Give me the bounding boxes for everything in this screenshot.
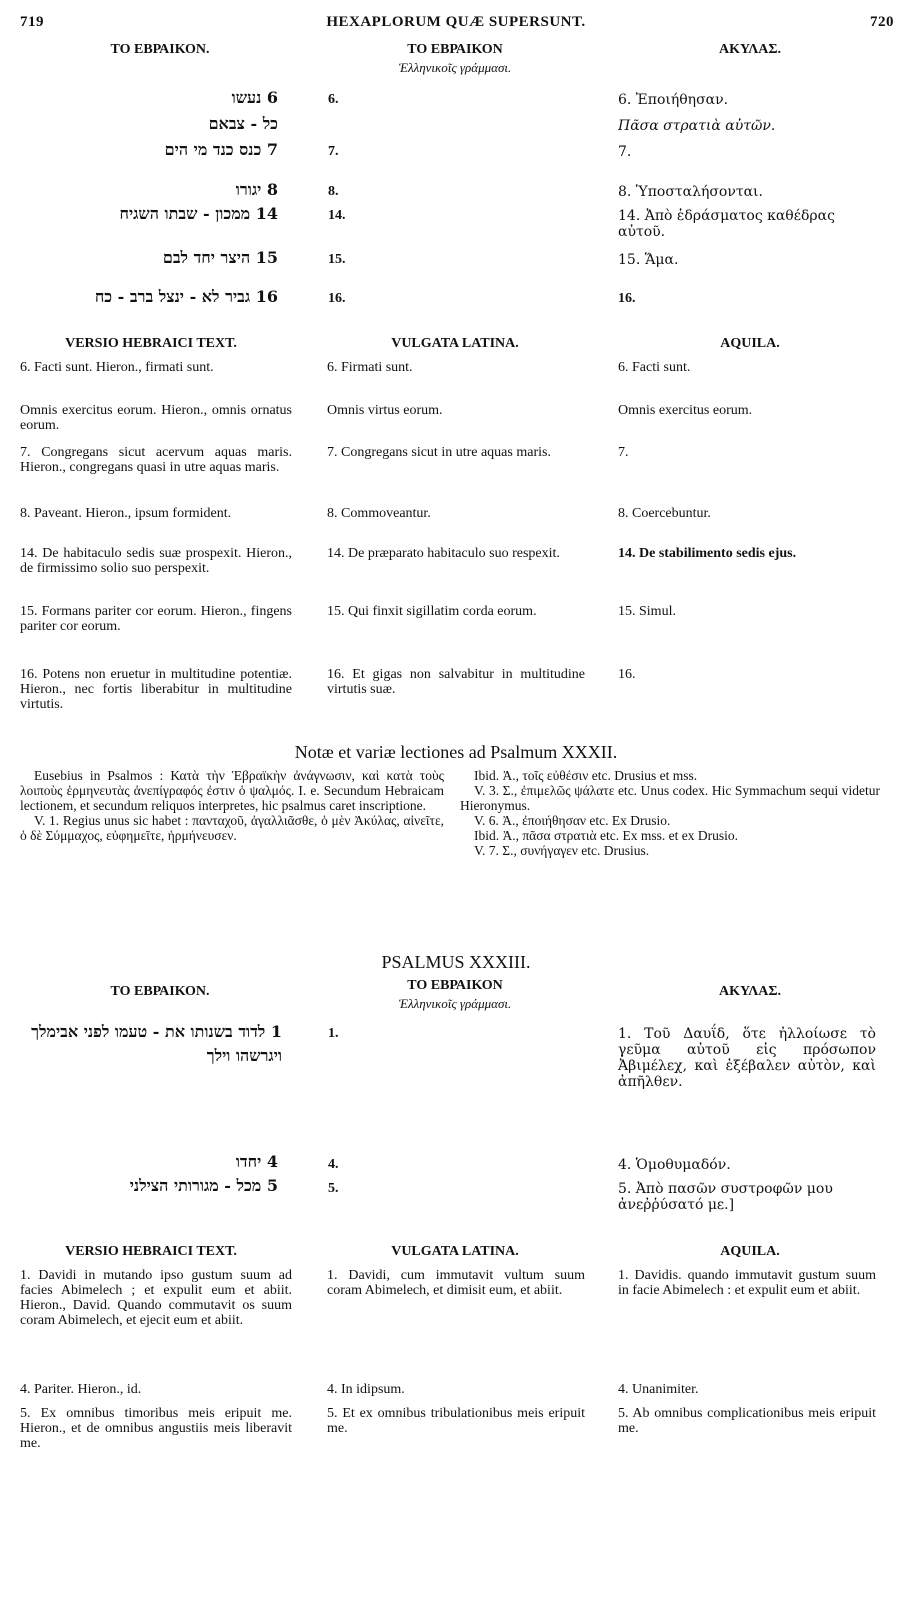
aquila-latin-entry: 7.	[618, 445, 629, 460]
note-paragraph: Ibid. Ἀ., πᾶσα στρατιὰ etc. Ex mss. et ex Drusio.	[474, 828, 738, 843]
aquila-latin-entry: 14. De stabilimento sedis ejus.	[618, 546, 797, 561]
hebrew-line: 5 מכל - מגורותי הצילני	[129, 1176, 278, 1195]
col-head-aquila: ΑΚΥΛΑΣ.	[718, 42, 782, 57]
vulgata-entry: 4. In idipsum.	[327, 1382, 405, 1397]
aquila-line: 4. Ὁμοθυμαδόν.	[618, 1157, 731, 1173]
hebrew-line: 4 יחדו	[235, 1152, 278, 1171]
translit-line: 5.	[328, 1181, 339, 1196]
col-head-versio: VERSIO HEBRAICI TEXT.	[65, 1244, 237, 1259]
versio-entry: 14. De habitaculo sedis suæ prospexit. Hieron., de firmissimo solio suo perspexit.	[20, 546, 292, 576]
aquila-line: 14. Ἀπὸ ἑδράσματος καθέδρας αὐτοῦ.	[618, 208, 835, 240]
col-head-translit-sub: Ἑλληνικοῖς γράμμασι.	[398, 60, 512, 75]
col-head-versio: VERSIO HEBRAICI TEXT.	[65, 336, 237, 351]
page-number-left: 719	[20, 14, 44, 30]
versio-entry: 8. Paveant. Hieron., ipsum formident.	[20, 506, 232, 521]
hebrew-line: כל - צבאם	[208, 114, 278, 133]
versio-entry: Omnis exercitus eorum. Hieron., omnis ornatus eorum.	[20, 403, 292, 433]
versio-entry: 6. Facti sunt. Hieron., firmati sunt.	[20, 360, 214, 375]
running-title: HEXAPLORUM QUÆ SUPERSUNT.	[326, 14, 586, 30]
col-head-hebrew: ΤΟ ΕΒΡΑΙΚΟΝ.	[110, 42, 210, 57]
aquila-latin-entry: 15. Simul.	[618, 604, 676, 619]
notes-right-column	[460, 768, 880, 858]
vulgata-entry: 5. Et ex omnibus tribulationibus meis eripuit me.	[327, 1406, 585, 1436]
versio-entry: 16. Potens non eruetur in multitudine potentiæ. Hieron., nec fortis liberabitur in multitudine virtutis.	[20, 667, 292, 712]
note-paragraph: V. 6. Ἀ., ἐποιήθησαν etc. Ex Drusio.	[474, 813, 671, 828]
versio-entry: 4. Pariter. Hieron., id.	[20, 1382, 142, 1397]
aquila-latin-entry: 1. Davidis. quando immutavit gustum suum in facie Abimelech : et expulit eum et abiit.	[618, 1268, 876, 1298]
translit-line: 1.	[328, 1026, 339, 1041]
versio-entry: 15. Formans pariter cor eorum. Hieron., fingens pariter cor eorum.	[20, 604, 292, 634]
aquila-latin-entry: 16.	[618, 667, 636, 682]
aquila-line: 5. Ἀπὸ πασῶν συστροφῶν μου ἀνεῤῥύσατό με.]	[618, 1181, 833, 1213]
col-head-aquila: ΑΚΥΛΑΣ.	[718, 984, 782, 999]
translit-line: 7.	[328, 144, 339, 159]
translit-line: 4.	[328, 1157, 339, 1172]
vulgata-entry: Omnis virtus eorum.	[327, 403, 443, 418]
hebrew-line: 14 ממכון - שבתו השגיח	[119, 204, 278, 223]
aquila-line: Πᾶσα στρατιὰ αὐτῶν.	[618, 118, 776, 134]
note-paragraph: Ibid. Ἀ., τοῖς εὐθέσιν etc. Drusius et mss.	[474, 768, 698, 783]
col-head-hebrew: ΤΟ ΕΒΡΑΙΚΟΝ.	[110, 984, 210, 999]
aquila-latin-entry: 4. Unanimiter.	[618, 1382, 699, 1397]
aquila-latin-entry: 8. Coercebuntur.	[618, 506, 711, 521]
col-head-vulgata: VULGATA LATINA.	[391, 336, 519, 351]
note-paragraph: V. 1. Regius unus sic habet : πανταχοῦ, ἀγαλλιᾶσθε, ὁ μὲν Ἀκύλας, αἰνεῖτε, ὁ δὲ Σύμμαχος, εὐφημεῖτε, ἡρμήνευσεν.	[20, 813, 444, 843]
psalm-title: PSALMUS XXXIII.	[381, 952, 531, 972]
translit-line: 6.	[328, 92, 339, 107]
aquila-latin-entry: 5. Ab omnibus complicationibus meis eripuit me.	[618, 1406, 876, 1436]
col-head-aquila-latin: AQUILA.	[720, 336, 780, 351]
versio-entry: 5. Ex omnibus timoribus meis eripuit me. Hieron., et de omnibus angustiis meis liberavit me.	[20, 1406, 292, 1451]
translit-line: 14.	[328, 208, 346, 223]
col-head-translit-sub: Ἑλληνικοῖς γράμμασι.	[398, 996, 512, 1011]
versio-entry: 1. Davidi in mutando ipso gustum suum ad facies Abimelech ; et expulit eum et abiit. Hieron., David. Quando commutavit os suum coram Abimelech, et ejecit eum et abiit.	[20, 1268, 292, 1328]
aquila-latin-entry: Omnis exercitus eorum.	[618, 403, 753, 418]
vulgata-entry: 16. Et gigas non salvabitur in multitudine virtutis suæ.	[327, 667, 585, 697]
translit-line: 15.	[328, 252, 346, 267]
aquila-line: 7.	[618, 144, 632, 160]
aquila-line: 6. Ἐποιήθησαν.	[618, 92, 729, 108]
translit-line: 8.	[328, 184, 339, 199]
note-paragraph: Eusebius in Psalmos : Κατὰ τὴν Ἑβραϊκὴν ἀνάγνωσιν, καὶ κατὰ τοὺς λοιποὺς ἑρμηνευτὰς ἀνεπίγραφός ἐστιν ὁ ψαλμός. I. e. Secundum Hebraicam lectionem, et secundum reliquos interpretes, hic psalmus caret inscriptione.	[20, 768, 444, 813]
notes-title: Notæ et variæ lectiones ad Psalmum XXXII.	[294, 742, 618, 762]
aquila-line: 1. Τοῦ Δαυΐδ, ὅτε ἠλλοίωσε τὸ γεῦμα αὐτοῦ εἰς πρόσωπον Ἀβιμέλεχ, καὶ ἐξέβαλεν αὐτὸν, καὶ ἀπῆλθεν.	[618, 1026, 876, 1090]
hebrew-line: 7 כנס כנד מי הים	[164, 140, 278, 159]
notes-left-column	[20, 768, 444, 843]
hebrew-line: 6 נעשו	[231, 88, 278, 107]
vulgata-entry: 15. Qui finxit sigillatim corda eorum.	[327, 604, 537, 619]
vulgata-entry: 1. Davidi, cum immutavit vultum suum coram Abimelech, et dimisit eum, et abiit.	[327, 1268, 585, 1298]
page-number-right: 720	[870, 14, 894, 30]
aquila-line: 8. Ὑποσταλήσονται.	[618, 184, 763, 200]
col-head-aquila-latin: AQUILA.	[720, 1244, 780, 1259]
aquila-latin-entry: 6. Facti sunt.	[618, 360, 691, 375]
col-head-translit: ΤΟ ΕΒΡΑΙΚΟΝ	[407, 978, 503, 993]
versio-entry: 7. Congregans sicut acervum aquas maris. Hieron., congregans quasi in utre aquas maris.	[20, 445, 292, 475]
hebrew-line: 1 לדוד בשנותו את - טעמו לפני אבימלך ויגרשהו וילך	[31, 1022, 282, 1065]
aquila-line: 16.	[618, 291, 636, 306]
vulgata-entry: 8. Commoveantur.	[327, 506, 431, 521]
translit-line: 16.	[328, 291, 346, 306]
col-head-vulgata: VULGATA LATINA.	[391, 1244, 519, 1259]
vulgata-entry: 7. Congregans sicut in utre aquas maris.	[327, 445, 551, 460]
aquila-line: 15. Ἅμα.	[618, 252, 679, 268]
note-paragraph: V. 7. Σ., συνήγαγεν etc. Drusius.	[474, 843, 650, 858]
hebrew-line: 15 היצר יחד לבם	[162, 248, 278, 267]
vulgata-entry: 14. De præparato habitaculo suo respexit.	[327, 546, 560, 561]
hebrew-line: 16 גביר לא - ינצל ברב - כח	[94, 287, 278, 306]
note-paragraph: V. 3. Σ., ἐπιμελῶς ψάλατε etc. Unus codex. Hic Symmachum sequi videtur Hieronymus.	[460, 783, 880, 813]
hebrew-line: 8 יגורו	[235, 180, 278, 199]
col-head-translit: ΤΟ ΕΒΡΑΙΚΟΝ	[407, 42, 503, 57]
vulgata-entry: 6. Firmati sunt.	[327, 360, 413, 375]
